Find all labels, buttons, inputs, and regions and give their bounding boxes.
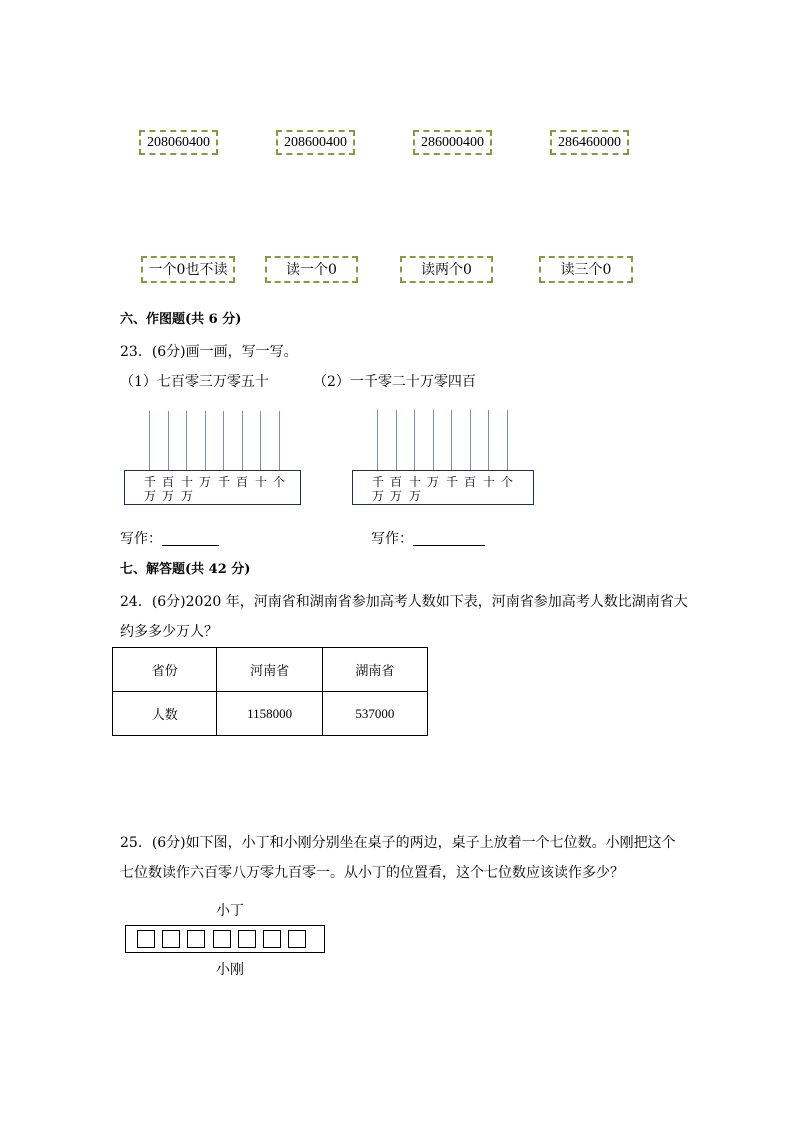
place-label: 万: [161, 489, 174, 503]
digit-box[interactable]: [238, 930, 256, 948]
table-cell: 人数: [113, 692, 217, 736]
digit-box[interactable]: [162, 930, 180, 948]
abacus2-rod: [488, 410, 489, 470]
number-option-1: 208060400: [139, 130, 218, 155]
place-label: 百: [463, 475, 476, 489]
section7-heading: 七、解答题(共 42 分): [120, 562, 251, 577]
section6-heading: 六、作图题(共 6 分): [120, 312, 242, 327]
table-row: [113, 692, 428, 736]
q23-write-2: [371, 532, 485, 546]
q25-prompt-line1: 25．(6分)如下图，小丁和小刚分别坐在桌子的两边，桌子上放着一个七位数。小刚把这个: [120, 835, 676, 851]
table-header-cell: 河南省: [217, 648, 322, 692]
abacus1-frame: [124, 470, 301, 505]
abacus2-rod: [470, 410, 471, 470]
abacus2-rod: [433, 410, 434, 470]
number-option-3: 286000400: [413, 130, 492, 155]
place-label: 百: [389, 475, 402, 489]
write-label: 写作：: [120, 531, 162, 547]
place-label: 万: [408, 489, 421, 503]
answer-blank-1[interactable]: [162, 545, 219, 546]
abacus1-rod: [223, 411, 224, 470]
q23-part1-label: （1）七百零三万零五十: [120, 374, 269, 390]
table-header-row: [113, 648, 428, 692]
name-xiaoding: 小丁: [216, 903, 244, 919]
place-label: 万: [143, 489, 156, 503]
q23-part2-label: （2）一千零二十万零四百: [313, 374, 476, 390]
q25-prompt-line2: 七位数读作六百零八万零九百零一。从小丁的位置看，这个七位数应该读作多少？: [120, 865, 624, 881]
place-label: 个: [272, 475, 285, 489]
abacus2-rod: [507, 410, 508, 470]
abacus1-rod: [186, 411, 187, 470]
abacus2-frame: [352, 470, 534, 505]
q24-prompt-line2: 约多多少万人？: [120, 624, 218, 640]
abacus2-rod: [377, 410, 378, 470]
abacus1-rod: [260, 411, 261, 470]
place-label: 万: [371, 489, 384, 503]
q23-write-1: [120, 532, 219, 546]
desk-number-frame: [125, 925, 325, 953]
q24-prompt-line1: 24．(6分)2020 年，河南省和湖南省参加高考人数如下表，河南省参加高考人数比湖南省大: [120, 594, 688, 610]
read-option-1: 一个0也不读: [141, 256, 235, 283]
abacus1-rod: [205, 411, 206, 470]
abacus1-rod: [279, 411, 280, 470]
abacus1-rod: [168, 411, 169, 470]
q24-table: [112, 647, 428, 736]
digit-box[interactable]: [288, 930, 306, 948]
digit-box[interactable]: [263, 930, 281, 948]
table-header-cell: 湖南省: [322, 648, 427, 692]
write-label: 写作：: [371, 531, 413, 547]
place-label: 十: [482, 475, 495, 489]
abacus1-rod: [149, 411, 150, 470]
abacus2-rod: [451, 410, 452, 470]
answer-blank-2[interactable]: [413, 545, 485, 546]
abacus2-rod: [396, 410, 397, 470]
digit-box[interactable]: [137, 930, 155, 948]
place-label: 千: [445, 475, 458, 489]
place-label: 万: [426, 475, 439, 489]
table-cell: 537000: [322, 692, 427, 736]
place-label: 万: [180, 489, 193, 503]
place-label: 万: [389, 489, 402, 503]
q23-prompt: 23．(6分)画一画，写一写。: [120, 344, 298, 360]
place-label: 百: [235, 475, 248, 489]
place-label: 十: [408, 475, 421, 489]
place-label: 千: [371, 475, 384, 489]
place-label: 千: [217, 475, 230, 489]
read-option-4: 读三个0: [539, 256, 633, 283]
place-label: 个: [500, 475, 513, 489]
place-label: 千: [143, 475, 156, 489]
digit-box[interactable]: [187, 930, 205, 948]
digit-box[interactable]: [213, 930, 231, 948]
read-option-3: 读两个0: [400, 256, 493, 283]
number-option-2: 208600400: [276, 130, 355, 155]
name-xiaogang: 小刚: [216, 962, 244, 978]
table-cell: 1158000: [217, 692, 322, 736]
place-label: 万: [198, 475, 211, 489]
place-label: 十: [180, 475, 193, 489]
table-header-cell: 省份: [113, 648, 217, 692]
abacus1-rod: [242, 411, 243, 470]
place-label: 十: [254, 475, 267, 489]
read-option-2: 读一个0: [265, 256, 358, 283]
abacus2-rod: [414, 410, 415, 470]
number-option-4: 286460000: [550, 130, 629, 155]
place-label: 百: [161, 475, 174, 489]
